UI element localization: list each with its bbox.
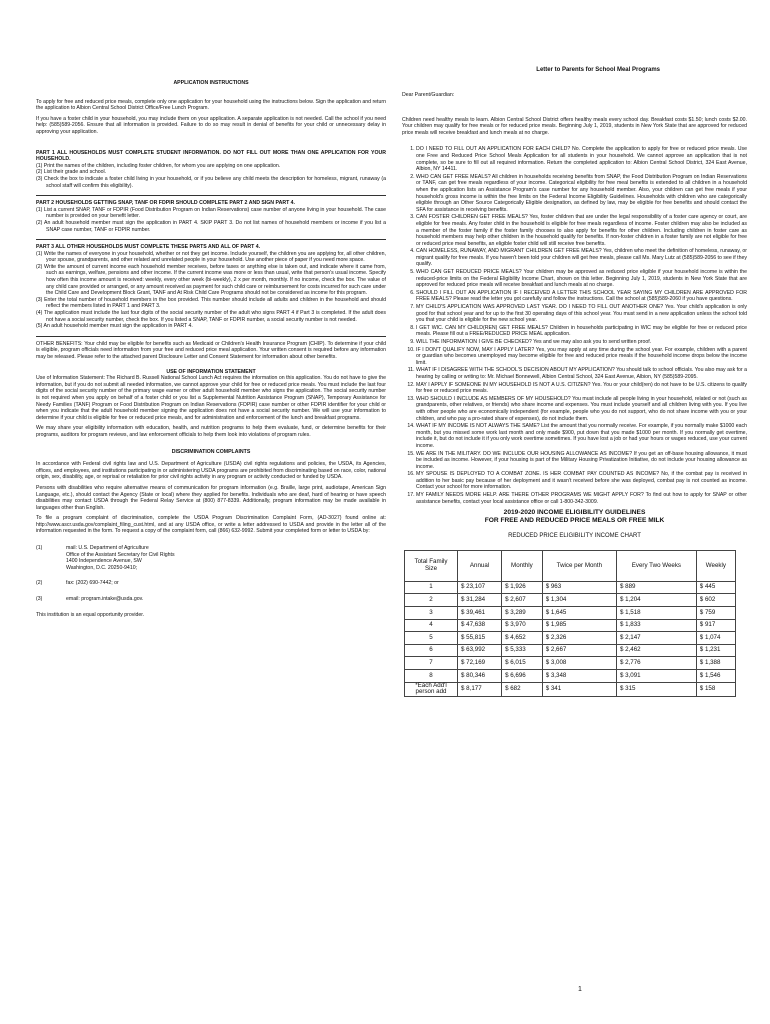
table-cell: $ 1,074 (696, 632, 735, 645)
table-cell: $ 917 (696, 619, 735, 632)
part3-title: PART 3 ALL OTHER HOUSEHOLDS MUST COMPLETE THESE PARTS AND ALL OF PART 4. (36, 244, 261, 251)
table-cell: $ 315 (616, 682, 696, 696)
table-row (405, 657, 736, 670)
faq-item: 15. WE ARE IN THE MILITARY. DO WE INCLUDE OUR HOUSING ALLOWANCE AS INCOME? If you get an off-base housing allowance, it must be included as income. However, if your housing is part of the Military Housing Privatization Initiative, do not include your housing allowance as income. (416, 451, 747, 471)
table-row (405, 632, 736, 645)
table-cell: $ 1,833 (616, 619, 696, 632)
part3-line: (5) An adult household member must sign the application in PART 4. (36, 323, 193, 330)
part3-section (36, 244, 386, 330)
table-cell: $ 1,985 (542, 619, 616, 632)
part1-section (36, 150, 386, 190)
faq-item: 2. WHO CAN GET FREE MEALS? All children in households receiving benefits from SNAP, the Food Distribution Program on Indian Reservations or TANF, can get free meals regardless of your income. Categorical eligibility for free meal benefits is extended to all children in a household when the application lists an Assistance Program's case number for any household member. Also, your children can get free meals if your household's gross income is within the free limits on the Federal Income Eligibility Guidelines. Households with children who are categorically eligible through an Other Source Categorically Eligible designation, as defined by law, may be eligible for free benefits and should contact the SFA for assistance in receiving benefits. (416, 174, 747, 214)
table-cell: $ 3,970 (502, 619, 543, 632)
faq-list (402, 146, 747, 505)
table-cell: $ 47,638 (458, 619, 502, 632)
table-cell: 1 (405, 581, 458, 594)
address-number: (3) (36, 596, 43, 603)
col-header-every-two-weeks: Every Two Weeks (616, 550, 696, 581)
table-cell: $ 3,091 (616, 670, 696, 683)
col-header-twice-per-month: Twice per Month (542, 550, 616, 581)
guidelines-subtitle: FOR FREE AND REDUCED PRICE MEALS OR FREE MILK (484, 517, 665, 525)
table-cell: $ 63,992 (458, 644, 502, 657)
instructions-heading: APPLICATION INSTRUCTIONS (173, 80, 249, 86)
other-benefits-paragraph: OTHER BENEFITS: Your child may be eligible for benefits such as Medicaid or Children's Health Insurance Program (CHIP). To determine if your child is eligible, program officials need information from your free and reduced price meal application. Your written consent is required before any information may be released. Please refer to the attached parent Disclosure Letter and Consent Statement for information about other benefits. (36, 340, 386, 360)
faq-item: 8. I GET WIC. CAN MY CHILD(REN) GET FREE MEALS? Children in households participating in WIC may be eligible for free or reduced price meals. Please fill out a FREE/REDUCED PRICE MEAL application. (416, 325, 747, 338)
table-cell: $ 2,667 (542, 644, 616, 657)
table-cell: 6 (405, 644, 458, 657)
table-row (405, 682, 736, 696)
table-cell: $ 3,289 (502, 607, 543, 620)
table-cell: $ 963 (542, 581, 616, 594)
address-number: (2) (36, 580, 43, 587)
faq-item: 12. MAY I APPLY IF SOMEONE IN MY HOUSEHOLD IS NOT A U.S. CITIZEN? Yes. You or your child(ren) do not have to be U.S. citizens to qualify for free or reduced price meals. (416, 382, 747, 395)
part2-section (36, 200, 386, 233)
table-cell: $ 759 (696, 607, 735, 620)
address-line: 1400 Independence Avenue, SW (66, 558, 142, 565)
discrimination-text: In accordance with Federal civil rights law and U.S. Department of Agriculture (USDA) civil rights regulations and policies, the USDA, its Agencies, offices, and employees, and institutions participating in or administering USDA programs are prohibited from discriminating based on race, color, national origin, sex, disability, age, or reprisal or retaliation for prior civil rights activity in any program or activity conducted or funded by USDA. (36, 461, 386, 481)
table-cell: $ 1,388 (696, 657, 735, 670)
table-cell: *Each Add'l person add (405, 682, 458, 696)
intro-paragraph-1: To apply for free and reduced price meals, complete only one application for your household using the instructions below. Sign the application and return the application to Albion Central School District Office/Free Lunch Program. (36, 98, 386, 112)
table-cell: $ 158 (696, 682, 735, 696)
faq-item: 10. IF I DON'T QUALIFY NOW, MAY I APPLY LATER? Yes, you may apply at any time during the school year. For example, children with a parent or guardian who becomes unemployed may become eligible for free and reduced price meals if the household income drops below the income limit. (416, 347, 747, 367)
divider (36, 195, 386, 196)
table-cell: 5 (405, 632, 458, 645)
table-cell: $ 72,169 (458, 657, 502, 670)
col-header-family-size: Total Family Size (405, 550, 458, 581)
discrimination-heading: DISCRIMINATION COMPLAINTS (171, 448, 251, 455)
col-header-annual: Annual (458, 550, 502, 581)
discrimination-text: Persons with disabilities who require alternative means of communication for program information (e.g. Braille, large print, audiotape, American Sign Language, etc.), should contact the Agency (State or local) where they applied for benefits. Individuals who are deaf, hard of hearing or have speech disabilities may contact USDA through the Federal Relay Service at (800) 877-8339. Additionally, program information may be made available in languages other than English. (36, 484, 386, 511)
table-cell: $ 1,231 (696, 644, 735, 657)
table-cell: 3 (405, 607, 458, 620)
table-cell: 8 (405, 670, 458, 683)
part1-line: (2) List their grade and school. (36, 169, 107, 176)
table-row (405, 607, 736, 620)
table-cell: $ 341 (542, 682, 616, 696)
table-cell: $ 5,333 (502, 644, 543, 657)
table-cell: $ 23,107 (458, 581, 502, 594)
table-row (405, 644, 736, 657)
table-cell: $ 2,776 (616, 657, 696, 670)
table-row (405, 619, 736, 632)
table-cell: $ 8,177 (458, 682, 502, 696)
income-chart-title: REDUCED PRICE ELIGIBILITY INCOME CHART (508, 533, 641, 540)
part3-line: (4) The application must include the last four digits of the social security number of the adult who signs PART 4 if Part 3 is completed. If the adult does not have a social security number, check the box. If you listed a SNAP, TANF or FDPIR number, a social security number is not needed. (36, 310, 386, 323)
table-cell: $ 1,645 (542, 607, 616, 620)
address-line: Washington, D.C. 20250-9410; (66, 564, 138, 571)
faq-item: 5. WHO CAN GET REDUCED PRICE MEALS? Your children may be approved as reduced price eligible if your household income is within the reduced-price limits on the Federal Eligibility Income Chart, shown on this letter. Beginning July 1, 2019, students in New York State that are approved for reduced price meals will receive breakfast and lunch meals at no charge. (416, 269, 747, 289)
faq-item: 7. MY CHILD'S APPLICATION WAS APPROVED LAST YEAR. DO I NEED TO FILL OUT ANOTHER ONE? Yes. Your child's application is only good for that school year and for up to the first 30 operating days of this school year. You must send in a new application unless the school told you that your child is eligible for the new school year. (416, 304, 747, 324)
salutation: Dear Parent/Guardian: (402, 92, 455, 98)
divider (36, 239, 386, 240)
table-cell: $ 1,204 (616, 594, 696, 607)
table-cell: $ 889 (616, 581, 696, 594)
address-email (36, 596, 386, 603)
table-cell: $ 1,546 (696, 670, 735, 683)
table-row (405, 594, 736, 607)
table-cell: $ 39,461 (458, 607, 502, 620)
faq-item: 14. WHAT IF MY INCOME IS NOT ALWAYS THE SAME? List the amount that you normally receive. For example, if you normally make $1000 each month, but you missed some work last month and only made $900, put down that you made $1000 per month. If you normally get overtime, include it, but do not include it if you only work overtime sometimes. If you have lost a job or had your hours or wages reduced, use your current income. (416, 423, 747, 449)
table-cell: $ 6,696 (502, 670, 543, 683)
faq-item: 17. MY FAMILY NEEDS MORE HELP. ARE THERE OTHER PROGRAMS WE MIGHT APPLY FOR? To find out how to apply for SNAP or other assistance benefits, contact your local assistance office or call 1-800-342-3009. (416, 492, 747, 505)
address-line: mail: U.S. Department of Agriculture (66, 545, 149, 552)
table-cell: $ 602 (696, 594, 735, 607)
page-number: 1 (578, 986, 582, 993)
faq-item: 6. SHOULD I FILL OUT AN APPLICATION IF I RECEIVED A LETTER THIS SCHOOL YEAR SAYING MY CHILDREN ARE APPROVED FOR FREE MEALS? Please read the letter you got carefully and follow the instructions. Call the school at (585)589-2060 if you have questions. (416, 290, 747, 303)
faq-item: 11. WHAT IF I DISAGREE WITH THE SCHOOL'S DECISION ABOUT MY APPLICATION? You should talk to school officials. You also may ask for a hearing by calling or writing to: Mr. Michael Bonnewell, Albion Central School, 324 East Avenue, Albion, NY (585)589-2095. (416, 367, 747, 380)
intro-paragraph-2: If you have a foster child in your household, you may include them on your application. A separate application is not needed. Call the school if you need help: (585)589-2056. Ensure that all information is provided. Failure to do so may result in denial of benefits for your child or unnecessary delay in approving your application. (36, 115, 386, 135)
part2-title: PART 2 HOUSEHOLDS GETTING SNAP, TANF OR FDPIR SHOULD COMPLETE PART 2 AND SIGN PART 4. (36, 200, 296, 207)
address-number: (1) (36, 545, 43, 552)
discrimination-text: To file a program complaint of discrimination, complete the USDA Program Discrimination Complaint Form, (AD-3027) found online at: http://www.ascr.usda.gov/complaint_filing_cust.html, and at any USDA office, or write a letter addressed to USDA and provide in the letter all of the information requested in the form. To request a copy of the complaint form, call (866) 632-9992. Submit your completed form or letter to USDA by: (36, 515, 386, 535)
table-cell: $ 3,348 (542, 670, 616, 683)
faq-item: 3. CAN FOSTER CHILDREN GET FREE MEALS? Yes, foster children that are under the legal responsibility of a foster care agency or court, are eligible for free meals. Any foster child in the household is eligible for free meals regardless of income. Foster children may also be included as a member of the foster family if the foster family chooses to also apply for benefits for other children. Including children in foster care as household members may help other children in the household qualify for benefits. If non-foster children in a foster family are not eligible for free or reduced price meal benefits, an eligible foster child will still receive free benefits. (416, 214, 747, 247)
guidelines-title: 2019-2020 INCOME ELIGIBILITY GUIDELINES (503, 509, 646, 517)
equal-opportunity-statement: This institution is an equal opportunity provider. (36, 611, 145, 618)
table-cell: $ 4,652 (502, 632, 543, 645)
table-cell: 4 (405, 619, 458, 632)
part1-line: (1) Print the names of the children, including foster children, for whom you are applying on one application. (36, 162, 281, 169)
instructions-column (36, 66, 386, 622)
table-row (405, 670, 736, 683)
divider (36, 336, 386, 337)
letter-column (402, 92, 747, 697)
table-cell: $ 1,926 (502, 581, 543, 594)
part3-line: (3) Enter the total number of household members in the box provided. This number should include all adults and children in the household and should reflect the members listed in PART 1 and PART 3. (36, 296, 386, 310)
table-cell: 2 (405, 594, 458, 607)
address-fax (36, 580, 386, 587)
table-cell: $ 6,015 (502, 657, 543, 670)
table-header-row (405, 550, 736, 581)
part1-line: (3) Check the box to indicate a foster child living in your household, or if you believe any child meets the description for homeless, migrant, runaway (a school staff will confirm this eligibility). (36, 175, 386, 189)
fax-text: fax: (202) 690-7442; or (66, 580, 119, 587)
letter-intro: Children need healthy meals to learn. Albion Central School District offers healthy meals every school day. Breakfast costs $1.50; lunch costs $2.00. Your children may qualify for free meals or for reduced price meals. Beginning July 1, 2019, students in New York State that are approved for reduced price meals will receive breakfast and lunch meals at no charge. (402, 116, 747, 136)
table-cell: $ 2,462 (616, 644, 696, 657)
table-cell: $ 3,008 (542, 657, 616, 670)
table-cell: $ 55,815 (458, 632, 502, 645)
faq-item: 16. MY SPOUSE IS DEPLOYED TO A COMBAT ZONE. IS HER COMBAT PAY COUNTED AS INCOME? No, if the combat pay is received in addition to her basic pay because of her deployment and it wasn't received before she was deployed, combat pay is not counted as income. Contact your school for more information. (416, 471, 747, 491)
table-cell: $ 1,304 (542, 594, 616, 607)
faq-item: 1. DO I NEED TO FILL OUT AN APPLICATION FOR EACH CHILD? No. Complete the application to apply for free or reduced price meals. Use one Free and Reduced Price School Meals Application for all students in your household. We cannot approve an application that is not complete, so be sure to fill out all required information. Return the completed application to: Albion Central School District, 324 East Avenue, Albion, NY 14411. (416, 146, 747, 172)
part3-line: (2) Write the amount of current income each household member receives, before taxes or anything else is taken out, and indicate where it came from, such as earnings, welfare, pensions and other income. If the current income was more or less than usual, write that person's usual income. Specify how often this income amount is received: weekly, every other week (bi-weekly), 2 x per month, monthly. If no income, check the box. The value of any child care provided or arranged, or any amount received as payment for such child care or reimbursement for costs incurred for such care under the Child Care and Development Block Grant, TANF and At Risk Child Care Programs should not be considered as income for this program. (36, 263, 386, 297)
table-cell: $ 1,518 (616, 607, 696, 620)
letter-title: Letter to Parents for School Meal Programs (536, 67, 660, 73)
faq-item: 9. WILL THE INFORMATION I GIVE BE CHECKED? Yes and we may also ask you to send written proof. (416, 339, 747, 346)
faq-item: 4. CAN HOMELESS, RUNAWAY, AND MIGRANT CHILDREN GET FREE MEALS? Yes, children who meet the definition of homeless, runaway, or migrant qualify for free meals. If you haven't been told your children will get free meals, please call Ms. Mary Lutz at (585)589-2056 to see if they qualify. (416, 248, 747, 268)
table-cell: $ 682 (502, 682, 543, 696)
address-mail (36, 545, 386, 571)
eligibility-table (404, 550, 736, 697)
part1-title: PART 1 ALL HOUSEHOLDS MUST COMPLETE STUDENT INFORMATION. DO NOT FILL OUT MORE THAN ONE APPLICATION FOR YOUR HOUSEHOLD. (36, 149, 386, 163)
col-header-monthly: Monthly (502, 550, 543, 581)
use-of-information-text: We may share your eligibility information with education, health, and nutrition programs to help them evaluate, fund, or determine benefits for their programs, auditors for program reviews, and law enforcement officials to help them look into violations of program rules. (36, 425, 386, 438)
faq-item: 13. WHO SHOULD I INCLUDE AS MEMBERS OF MY HOUSEHOLD? You must include all people living in your household, related or not (such as grandparents, other relatives, or friends) who share income and expenses. You must include yourself and all children living with you. If you live with other people who are economically independent (for example, people who you do not support, who do not share income with you or your children, and who pay a pro-rated share of expenses), do not include them. (416, 396, 747, 422)
table-row (405, 581, 736, 594)
part3-line: (1) Write the names of everyone in your household, whether or not they get income. Include yourself, the children you are applying for, all other children, your spouse, grandparents, and other related and unrelated people in your household. Use another piece of paper if you need more space. (36, 250, 386, 264)
table-cell: $ 2,326 (542, 632, 616, 645)
use-of-information-text: Use of Information Statement: The Richard B. Russell National School Lunch Act requires the information on this application. You do not have to give the information, but if you do not submit all needed information, we cannot approve your child for free or reduced price meals. You must include the last four digits of the social security number of the primary wage earner or other adult household member who signs the application. The social security number is not required when you apply on behalf of a foster child or you list a Supplemental Nutrition Assistance Program (SNAP), Temporary Assistance for Needy Families (TANF) Program or Food Distribution Program on Indian Reservations (FDPIR) case number or other FDPIR identifier for your child or when you indicate that the adult household member signing the application does not have a social security number. We will use your information to determine if your child is eligible for free or reduced price meals, and for administration and enforcement of the lunch and breakfast programs. (36, 375, 386, 421)
address-line: Office of the Assistant Secretary for Civil Rights (66, 551, 175, 558)
use-of-information-heading: USE OF INFORMATION STATEMENT (166, 368, 256, 375)
part2-line: (2) An adult household member must sign the application in PART 4. SKIP PART 3. Do not list names of household members or income if you list a SNAP case number, TANF or FDPIR number. (36, 219, 386, 233)
part2-line: (1) List a current SNAP, TANF or FDPIR (Food Distribution Program on Indian Reservations) case number of anyone living in your household. The case number is provided on your benefit letter. (36, 206, 386, 220)
table-cell: $ 2,607 (502, 594, 543, 607)
email-text: email: program.intake@usda.gov. (66, 596, 144, 603)
table-body (405, 581, 736, 696)
col-header-weekly: Weekly (696, 550, 735, 581)
table-cell: $ 80,346 (458, 670, 502, 683)
table-cell: $ 2,147 (616, 632, 696, 645)
table-cell: $ 31,284 (458, 594, 502, 607)
table-cell: 7 (405, 657, 458, 670)
table-cell: $ 445 (696, 581, 735, 594)
